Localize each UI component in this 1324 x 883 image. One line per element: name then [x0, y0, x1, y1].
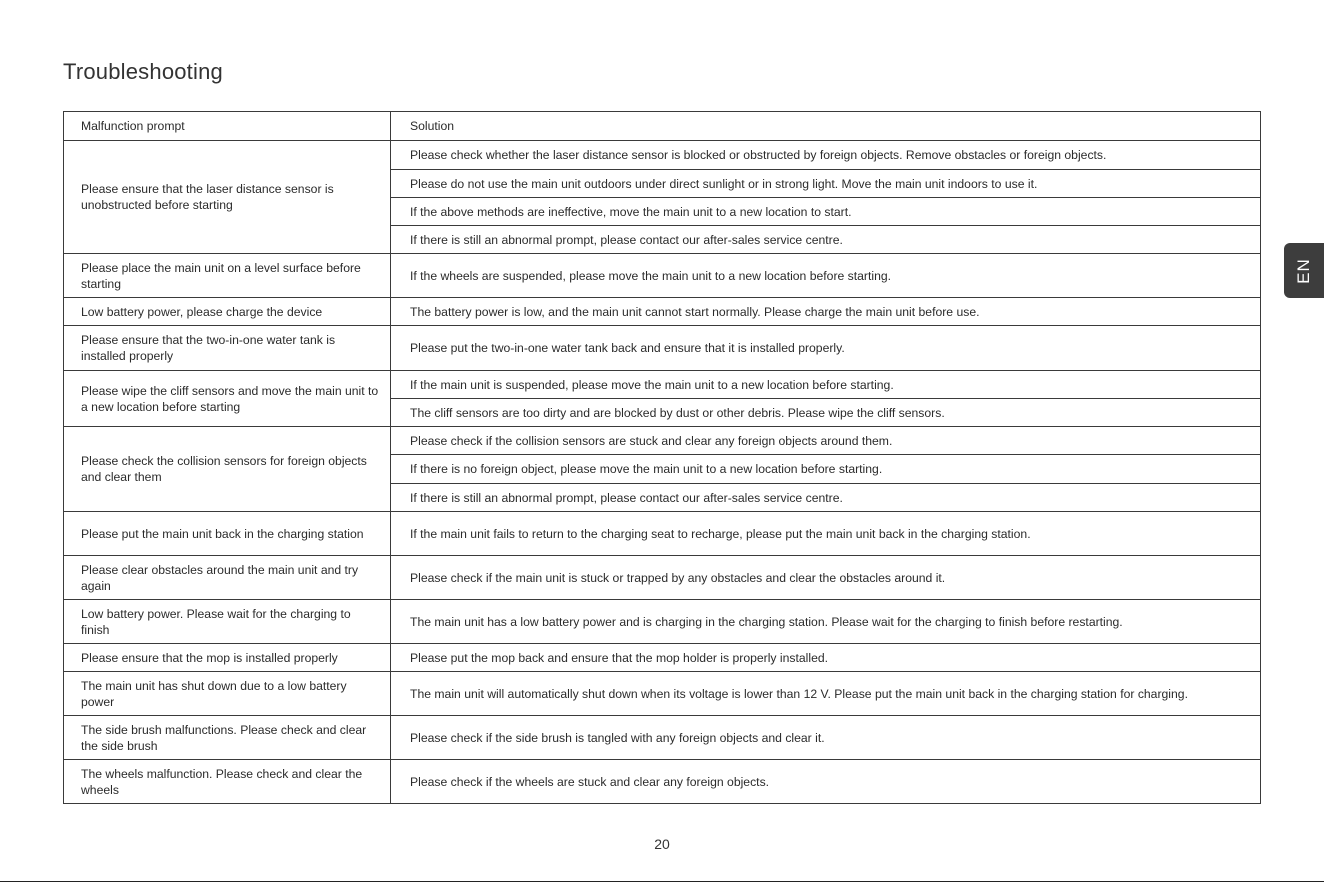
table-row: [64, 716, 1261, 760]
page-number: 20: [654, 836, 670, 852]
page-title: Troubleshooting: [63, 59, 223, 84]
malfunction-prompt-cell: Please check the collision sensors for foreign objects and clear them: [64, 427, 391, 512]
table-row: [64, 427, 1261, 455]
solution-cell: If there is still an abnormal prompt, please contact our after-sales service centre.: [391, 226, 1261, 254]
malfunction-prompt-cell: Low battery power. Please wait for the charging to finish: [64, 600, 391, 644]
language-tab[interactable]: [1284, 243, 1324, 298]
solution-cell: The main unit has a low battery power and is charging in the charging station. Please wait for the charging to finish before restarting.: [391, 600, 1261, 644]
solution-cell: Please put the mop back and ensure that the mop holder is properly installed.: [391, 644, 1261, 672]
solution-cell: Please check if the wheels are stuck and clear any foreign objects.: [391, 760, 1261, 804]
header-solution: Solution: [391, 112, 1261, 141]
solution-cell: Please check if the collision sensors are stuck and clear any foreign objects around them.: [391, 427, 1261, 455]
table-row: [64, 371, 1261, 399]
solution-cell: Please check if the main unit is stuck or trapped by any obstacles and clear the obstacles around it.: [391, 556, 1261, 600]
troubleshooting-table: [63, 111, 1261, 804]
bottom-divider: [0, 881, 1324, 882]
malfunction-prompt-cell: Please ensure that the mop is installed properly: [64, 644, 391, 672]
malfunction-prompt-cell: The side brush malfunctions. Please check and clear the side brush: [64, 716, 391, 760]
table-row: [64, 672, 1261, 716]
table-row: [64, 512, 1261, 556]
solution-cell: If there is no foreign object, please move the main unit to a new location before starting.: [391, 455, 1261, 484]
solution-cell: Please check whether the laser distance sensor is blocked or obstructed by foreign objects. Remove obstacles or foreign objects.: [391, 141, 1261, 170]
solution-cell: Please do not use the main unit outdoors under direct sunlight or in strong light. Move the main unit indoors to use it.: [391, 170, 1261, 198]
solution-cell: If the main unit is suspended, please move the main unit to a new location before starting.: [391, 371, 1261, 399]
malfunction-prompt-cell: The wheels malfunction. Please check and clear the wheels: [64, 760, 391, 804]
table-row: [64, 644, 1261, 672]
malfunction-prompt-cell: Please clear obstacles around the main unit and try again: [64, 556, 391, 600]
table-row: [64, 326, 1261, 371]
malfunction-prompt-cell: Please ensure that the laser distance sensor is unobstructed before starting: [64, 141, 391, 254]
solution-cell: The battery power is low, and the main unit cannot start normally. Please charge the main unit before use.: [391, 298, 1261, 326]
solution-cell: Please put the two-in-one water tank back and ensure that it is installed properly.: [391, 326, 1261, 371]
malfunction-prompt-cell: Please ensure that the two-in-one water tank is installed properly: [64, 326, 391, 371]
solution-cell: The cliff sensors are too dirty and are blocked by dust or other debris. Please wipe the cliff sensors.: [391, 399, 1261, 427]
header-malfunction-prompt: Malfunction prompt: [64, 112, 391, 141]
solution-cell: If the above methods are ineffective, move the main unit to a new location to start.: [391, 198, 1261, 226]
malfunction-prompt-cell: Low battery power, please charge the device: [64, 298, 391, 326]
malfunction-prompt-cell: Please put the main unit back in the charging station: [64, 512, 391, 556]
table-header-row: [64, 112, 1261, 141]
malfunction-prompt-cell: The main unit has shut down due to a low battery power: [64, 672, 391, 716]
malfunction-prompt-cell: Please wipe the cliff sensors and move the main unit to a new location before starting: [64, 371, 391, 427]
language-tab-label: EN: [1294, 257, 1313, 284]
table-row: [64, 254, 1261, 298]
malfunction-prompt-cell: Please place the main unit on a level surface before starting: [64, 254, 391, 298]
solution-cell: If the main unit fails to return to the charging seat to recharge, please put the main unit back in the charging station.: [391, 512, 1261, 556]
solution-cell: If there is still an abnormal prompt, please contact our after-sales service centre.: [391, 484, 1261, 512]
solution-cell: If the wheels are suspended, please move the main unit to a new location before starting.: [391, 254, 1261, 298]
table-row: [64, 298, 1261, 326]
table-row: [64, 556, 1261, 600]
table-row: [64, 600, 1261, 644]
table-row: [64, 141, 1261, 170]
table-row: [64, 760, 1261, 804]
solution-cell: Please check if the side brush is tangled with any foreign objects and clear it.: [391, 716, 1261, 760]
solution-cell: The main unit will automatically shut down when its voltage is lower than 12 V. Please put the main unit back in the charging station for charging.: [391, 672, 1261, 716]
